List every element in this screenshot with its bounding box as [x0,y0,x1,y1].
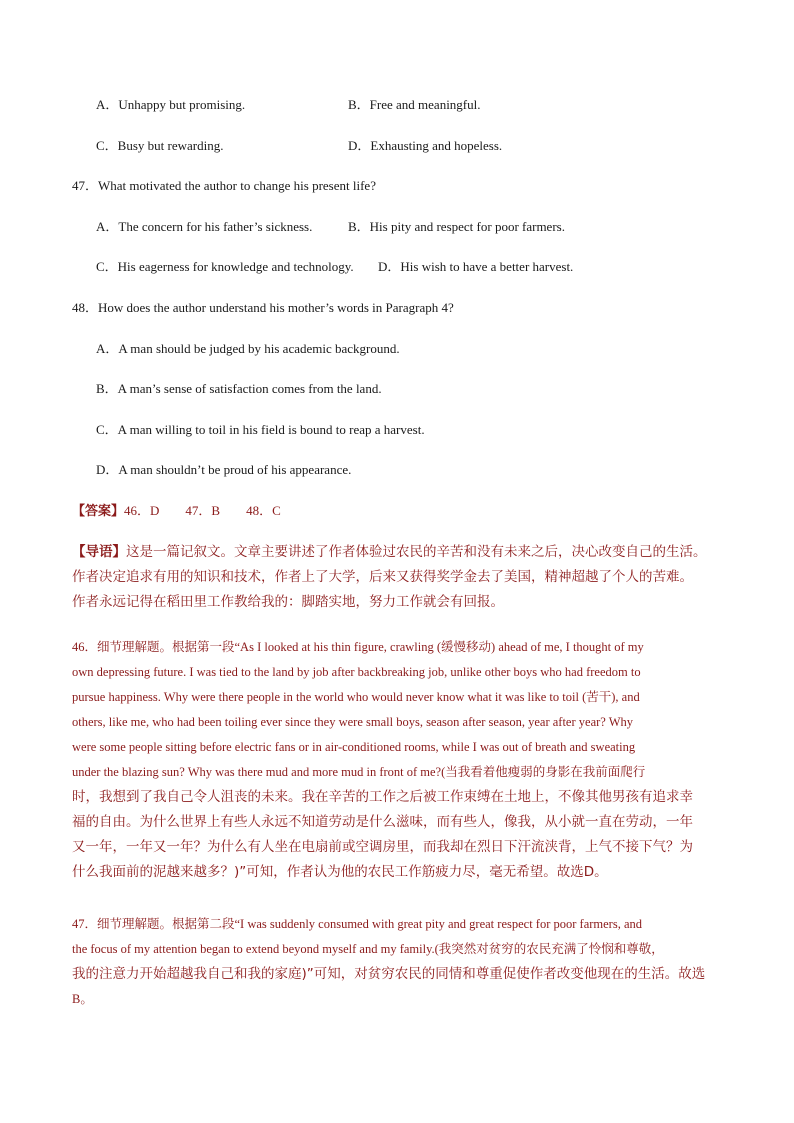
q47-option-c: C．His eagerness for knowledge and technology. [96,259,354,274]
exp46-line-5: were some people sitting before electric fans or in air-conditioned rooms, while I was out of breath and sweating [72,740,636,754]
answer-values: 46．D 47．B 48．C [124,503,281,518]
guide-label: 【导语】 [72,544,126,560]
exp46-line-9: 又一年，一年又一年？为什么有人坐在电扇前或空调房里，而我却在烈日下汗流浃背，上气不接下气？为 [72,839,693,855]
explanation-47 [72,912,722,1012]
q48-option-b: B．A man’s sense of satisfaction comes from the land. [96,381,382,396]
q46-option-b: B．Free and meaningful. [348,97,481,112]
exp46-line-3: pursue happiness. Why were there people in the world who would never know what it was like to toil (苦干), and [72,690,640,704]
q47-option-a: A．The concern for his father’s sickness. [96,219,313,234]
q48-option-d: D．A man shouldn’t be proud of his appearance. [96,462,352,477]
exp46-line-7: 时，我想到了我自己令人沮丧的未来。我在辛苦的工作之后被工作束缚在土地上，不像其他男孩有追求幸 [72,789,693,805]
guide-line-3: 作者永远记得在稻田里工作教给我的：脚踏实地，努力工作就会有回报。 [72,594,504,610]
q47-stem: 47．What motivated the author to change his present life? [72,178,376,193]
q48-option-a: A．A man should be judged by his academic background. [96,341,400,356]
exp47-line-4: B。 [72,992,93,1006]
guide-text-1: 这是一篇记叙文。文章主要讲述了作者体验过农民的辛苦和没有未来之后，决心改变自己的生活。 [126,544,707,560]
q48-option-c: C．A man willing to toil in his field is bound to reap a harvest. [96,422,425,437]
exp47-line-1: 47．细节理解题。根据第二段“I was suddenly consumed with great pity and great respect for poor farmers, and [72,917,643,931]
q46-option-c: C．Busy but rewarding. [96,138,224,153]
answer-label: 【答案】 [72,504,125,519]
exp46-line-2: own depressing future. I was tied to the land by job after backbreaking job, unlike other boys who had freedom to [72,665,641,679]
explanation-46 [72,635,722,885]
guide-block [72,540,722,615]
q47-option-b: B．His pity and respect for poor farmers. [348,219,565,234]
q46-option-a: A．Unhappy but promising. [96,97,246,112]
exp47-line-3: 我的注意力开始超越我自己和我的家庭)”可知，对贫穷农民的同情和尊重促使作者改变他现在的生活。故选 [72,966,706,982]
q47-option-d: D．His wish to have a better harvest. [378,259,574,274]
exp46-line-6: under the blazing sun? Why was there mud and more mud in front of me?(当我看着他瘦弱的身影在我前面爬行 [72,765,646,779]
guide-line-2: 作者决定追求有用的知识和技术，作者上了大学，后来又获得奖学金去了美国，精神超越了个人的苦难。 [72,569,693,585]
q46-option-d: D．Exhausting and hopeless. [348,138,503,153]
exp46-line-1: 46．细节理解题。根据第一段“As I looked at his thin figure, crawling (缓慢移动) ahead of me, I thought of my [72,640,644,654]
exp46-line-10: 什么我面前的泥越来越多？)”可知，作者认为他的农民工作筋疲力尽，毫无希望。故选D。 [72,864,608,880]
exp46-line-4: others, like me, who had been toiling ever since they were small boys, season after season, year after year? Why [72,715,634,729]
answer-row [72,503,281,520]
guide-line-1 [72,540,722,565]
exp46-line-8: 福的自由。为什么世界上有些人永远不知道劳动是什么滋味，而有些人，像我，从小就一直在劳动，一年 [72,814,693,830]
exp47-line-2: the focus of my attention began to extend beyond myself and my family.(我突然对贫穷的农民充满了怜悯和尊敬， [72,942,664,956]
q48-stem: 48．How does the author understand his mother’s words in Paragraph 4? [72,300,454,315]
